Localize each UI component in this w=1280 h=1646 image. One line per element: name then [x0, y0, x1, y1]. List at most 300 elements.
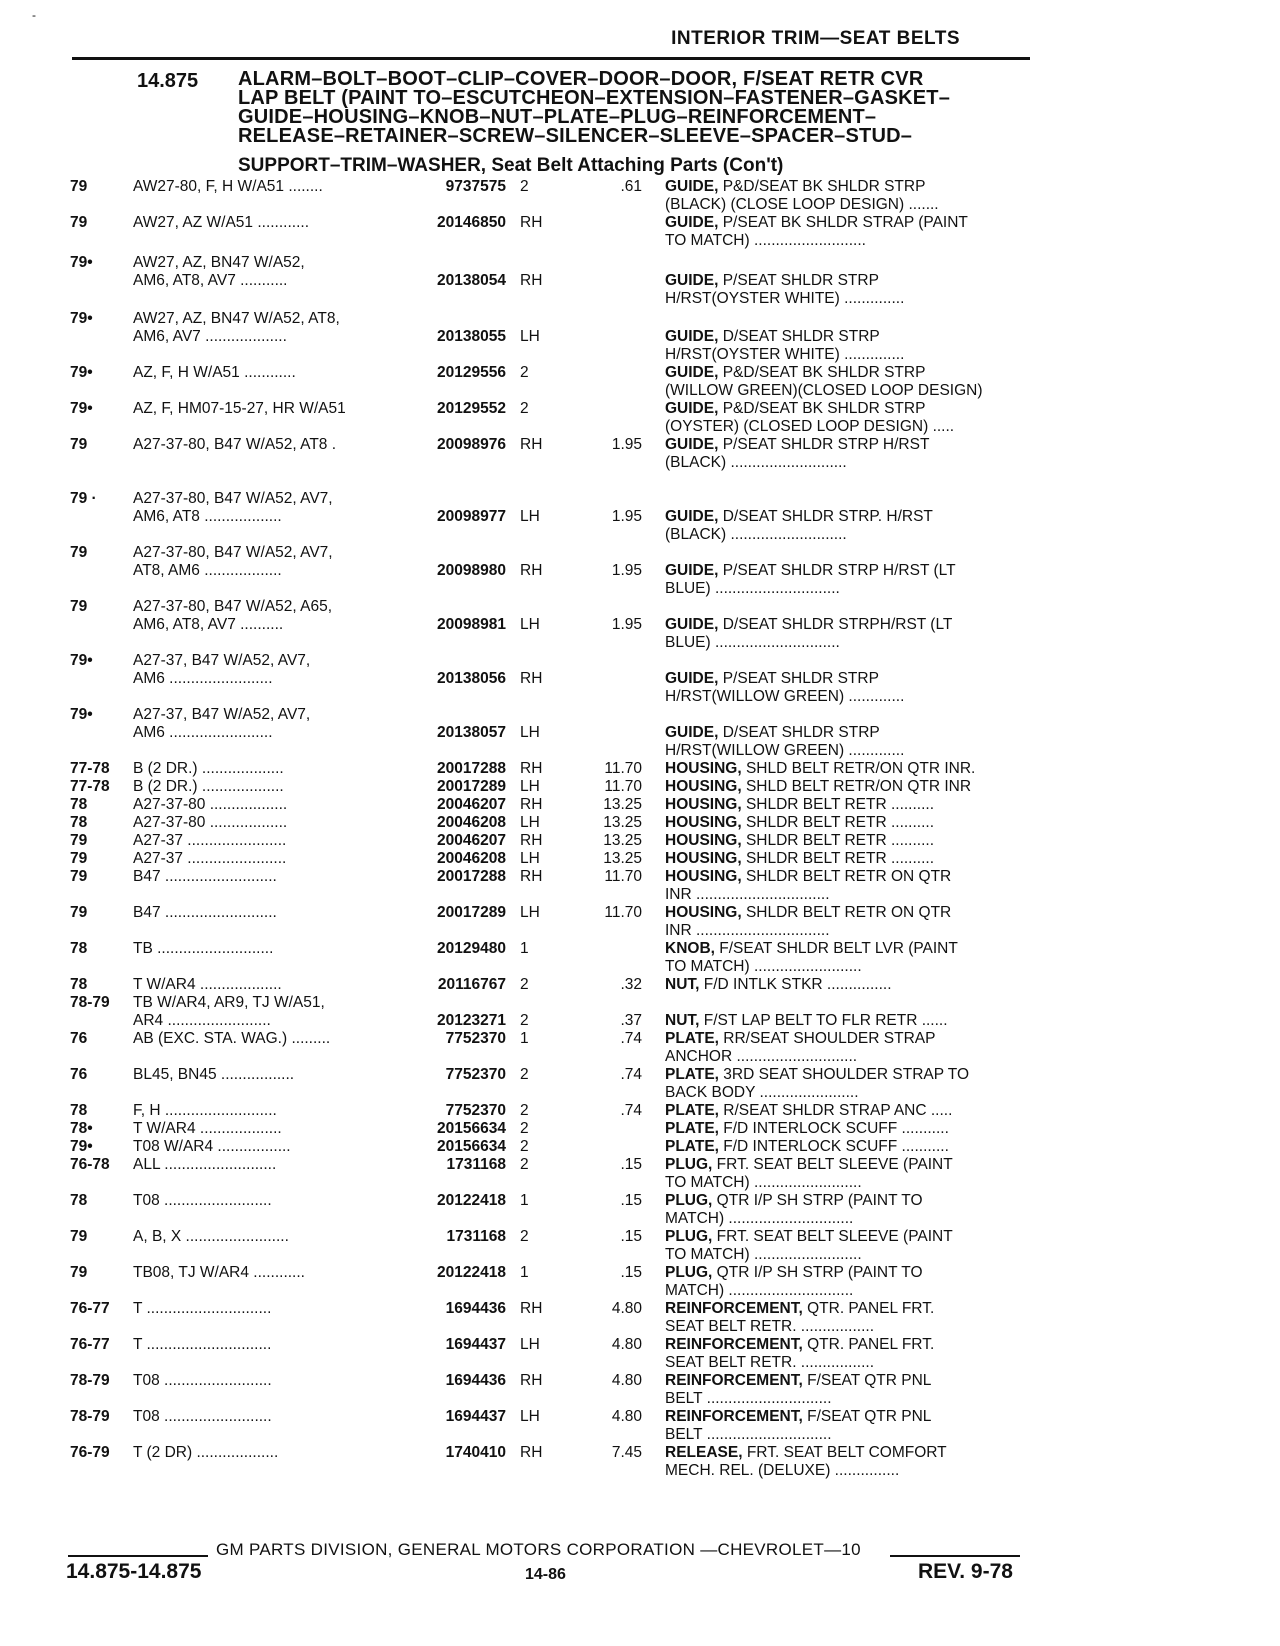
row-model: B47 ..........................	[133, 868, 277, 885]
section-description-line: RELEASE–RETAINER–SCREW–SILENCER–SLEEVE–SPACER–STUD–	[238, 125, 913, 147]
table-row	[0, 436, 1280, 490]
row-part-number: 20017289	[437, 904, 506, 921]
row-description-text: D/SEAT SHLDR STRPH/RST (LT BLUE) .............................	[665, 616, 953, 651]
row-description-keyword: NUT,	[665, 976, 700, 993]
row-model: AB (EXC. STA. WAG.) .........	[133, 1030, 331, 1047]
row-part-number: 20046207	[437, 832, 506, 849]
row-description-text: F/SEAT SHLDR BELT LVR (PAINT TO MATCH) .........................	[665, 940, 958, 975]
row-description-text: R/SEAT SHLDR STRAP ANC .....	[718, 1102, 953, 1119]
row-description-text: F/ST LAP BELT TO FLR RETR ......	[699, 1012, 948, 1029]
row-description-keyword: GUIDE,	[665, 724, 719, 741]
row-description-text: F/D INTERLOCK SCUFF ...........	[718, 1138, 949, 1155]
row-part-number: 20138055	[437, 328, 506, 345]
row-description-text: QTR. PANEL FRT. SEAT BELT RETR. .................	[665, 1336, 935, 1371]
row-description-text: SHLD BELT RETR/ON QTR INR.	[741, 760, 976, 777]
row-description	[665, 1300, 1037, 1336]
row-quantity: 2	[520, 364, 529, 381]
row-description	[665, 214, 1037, 250]
row-quantity: 2	[520, 1228, 529, 1245]
row-description	[665, 508, 1037, 544]
row-description-text: SHLDR BELT RETR ..........	[741, 814, 935, 831]
table-row	[0, 904, 1280, 940]
row-description-keyword: PLATE,	[665, 1138, 719, 1155]
row-description-text: F/SEAT QTR PNL BELT .............................	[665, 1372, 932, 1407]
footer-revision: REV. 9-78	[918, 1560, 1013, 1583]
table-row	[0, 1102, 1280, 1120]
row-model: AW27-80, F, H W/A51 ........	[133, 178, 323, 195]
row-description-keyword: REINFORCEMENT,	[665, 1372, 803, 1389]
table-row	[0, 598, 1280, 652]
row-price: 1.95	[611, 508, 642, 525]
table-row	[0, 760, 1280, 778]
row-description	[665, 1372, 1037, 1408]
row-model: TB ...........................	[133, 940, 274, 957]
row-part-number: 20116767	[437, 976, 506, 993]
row-quantity: 2	[520, 1120, 529, 1137]
row-description-text: SHLDR BELT RETR ON QTR INR ...............................	[665, 868, 952, 903]
row-model: A27-37-80 ..................	[133, 814, 288, 831]
row-quantity: 1	[520, 1030, 529, 1047]
row-description	[665, 724, 1037, 760]
row-quantity: 2	[520, 178, 529, 195]
footer-rule-right	[890, 1555, 1020, 1557]
row-price: 4.80	[611, 1372, 642, 1389]
row-description-keyword: HOUSING,	[665, 778, 742, 795]
row-part-number: 20017288	[437, 868, 506, 885]
row-description	[665, 616, 1037, 652]
row-quantity: RH	[520, 670, 543, 687]
row-year: 78	[70, 814, 88, 831]
row-quantity: RH	[520, 1300, 543, 1317]
row-quantity: LH	[520, 1336, 540, 1353]
row-price: .74	[620, 1102, 642, 1119]
section-continued-line: SUPPORT–TRIM–WASHER, Seat Belt Attaching Parts (Con't)	[238, 155, 784, 176]
row-model: A27-37, B47 W/A52, AV7, AM6 ........................	[133, 652, 311, 687]
parts-table	[0, 178, 1280, 1480]
row-quantity: 2	[520, 1012, 529, 1029]
row-description	[665, 1192, 1037, 1228]
title-rule	[72, 57, 1030, 60]
row-description	[665, 1012, 1037, 1030]
row-model: A27-37 .......................	[133, 832, 287, 849]
row-description-text: SHLDR BELT RETR ON QTR INR ...............................	[665, 904, 952, 939]
row-quantity: 2	[520, 1066, 529, 1083]
table-row	[0, 976, 1280, 994]
row-description	[665, 1156, 1037, 1192]
table-row	[0, 1192, 1280, 1228]
scan-mark: -	[32, 8, 36, 22]
row-quantity: RH	[520, 832, 543, 849]
row-year: 79•	[70, 706, 93, 723]
row-year: 79	[70, 436, 88, 453]
row-description-keyword: GUIDE,	[665, 436, 719, 453]
row-part-number: 20156634	[437, 1138, 506, 1155]
row-part-number: 20122418	[437, 1192, 506, 1209]
row-description	[665, 976, 1037, 994]
table-row	[0, 940, 1280, 976]
row-description-keyword: PLATE,	[665, 1120, 719, 1137]
row-year: 79	[70, 214, 88, 231]
row-description-keyword: PLUG,	[665, 1228, 713, 1245]
row-price: .74	[620, 1030, 642, 1047]
row-model: T .............................	[133, 1336, 272, 1353]
row-year: 76-77	[70, 1300, 110, 1317]
row-quantity: 2	[520, 1138, 529, 1155]
row-model: A27-37-80, B47 W/A52, AT8 .	[133, 436, 337, 453]
row-part-number: 20098977	[437, 508, 506, 525]
row-part-number: 20138054	[437, 272, 506, 289]
row-model: TB W/AR4, AR9, TJ W/A51, AR4 ........................	[133, 994, 325, 1029]
row-part-number: 20046208	[437, 850, 506, 867]
row-price: 13.25	[603, 796, 642, 813]
row-quantity: 2	[520, 1156, 529, 1173]
row-year: 79	[70, 850, 88, 867]
row-description-keyword: PLATE,	[665, 1066, 719, 1083]
row-description-keyword: GUIDE,	[665, 328, 719, 345]
row-description-text: SHLD BELT RETR/ON QTR INR	[741, 778, 972, 795]
row-model: T08 .........................	[133, 1192, 272, 1209]
row-quantity: LH	[520, 508, 540, 525]
row-model: A27-37-80, B47 W/A52, A65, AM6, AT8, AV7 ..........	[133, 598, 333, 633]
row-description	[665, 178, 1037, 214]
row-part-number: 20046207	[437, 796, 506, 813]
row-description-text: 3RD SEAT SHOULDER STRAP TO BACK BODY .......................	[665, 1066, 970, 1101]
row-year: 78	[70, 1102, 88, 1119]
row-description-keyword: KNOB,	[665, 940, 715, 957]
row-part-number: 1694437	[445, 1408, 506, 1425]
row-part-number: 1694436	[445, 1372, 506, 1389]
row-quantity: LH	[520, 814, 540, 831]
section-description-line: ALARM–BOLT–BOOT–CLIP–COVER–DOOR–DOOR, F/SEAT RETR CVR	[238, 68, 924, 90]
row-part-number: 20046208	[437, 814, 506, 831]
row-description-text: SHLDR BELT RETR ..........	[741, 850, 935, 867]
row-price: 4.80	[611, 1408, 642, 1425]
row-year: 79•	[70, 652, 93, 669]
row-price: .15	[620, 1228, 642, 1245]
row-description	[665, 328, 1037, 364]
footer-rule-left	[68, 1555, 208, 1557]
row-year: 78•	[70, 1120, 93, 1137]
row-quantity: 2	[520, 1102, 529, 1119]
row-quantity: 2	[520, 976, 529, 993]
row-quantity: 2	[520, 400, 529, 417]
row-price: 11.70	[604, 868, 642, 885]
row-part-number: 1694436	[445, 1300, 506, 1317]
row-year: 78-79	[70, 1408, 110, 1425]
table-row	[0, 1444, 1280, 1480]
row-part-number: 1740410	[445, 1444, 506, 1461]
row-model: AW27, AZ, BN47 W/A52, AT8, AM6, AV7 ...................	[133, 310, 340, 345]
row-part-number: 20017288	[437, 760, 506, 777]
section-description	[238, 70, 1038, 146]
section-description-line: GUIDE–HOUSING–KNOB–NUT–PLATE–PLUG–REINFORCEMENT–	[238, 106, 877, 128]
row-description-text: P&D/SEAT BK SHLDR STRP (WILLOW GREEN)(CLOSED LOOP DESIGN)	[665, 364, 983, 399]
row-description-keyword: NUT,	[665, 1012, 700, 1029]
row-year: 78-79	[70, 994, 110, 1011]
row-price: 1.95	[611, 616, 642, 633]
row-description	[665, 1066, 1037, 1102]
row-description	[665, 1120, 1037, 1138]
row-description	[665, 814, 1037, 832]
row-description	[665, 1030, 1037, 1066]
row-quantity: LH	[520, 904, 540, 921]
row-description-keyword: GUIDE,	[665, 670, 719, 687]
row-year: 78	[70, 940, 88, 957]
table-row	[0, 544, 1280, 598]
row-price: 1.95	[611, 436, 642, 453]
row-description-text: P/SEAT BK SHLDR STRAP (PAINT TO MATCH) ..........................	[665, 214, 968, 249]
row-part-number: 7752370	[445, 1066, 506, 1083]
row-model: AZ, F, HM07-15-27, HR W/A51	[133, 400, 346, 417]
row-model: A27-37-80 ..................	[133, 796, 288, 813]
row-description-keyword: GUIDE,	[665, 178, 719, 195]
table-row	[0, 1372, 1280, 1408]
row-price: 11.70	[604, 778, 642, 795]
row-description-keyword: PLUG,	[665, 1192, 713, 1209]
row-year: 79	[70, 904, 88, 921]
row-description-keyword: HOUSING,	[665, 796, 742, 813]
row-price: .74	[620, 1066, 642, 1083]
row-description-keyword: GUIDE,	[665, 616, 719, 633]
row-quantity: RH	[520, 214, 543, 231]
row-year: 77-78	[70, 760, 110, 777]
row-description-keyword: GUIDE,	[665, 214, 719, 231]
row-description-text: QTR I/P SH STRP (PAINT TO MATCH) .............................	[665, 1264, 923, 1299]
row-model: A, B, X ........................	[133, 1228, 289, 1245]
row-part-number: 20098976	[437, 436, 506, 453]
row-part-number: 20098981	[437, 616, 506, 633]
row-part-number: 20156634	[437, 1120, 506, 1137]
row-part-number: 20098980	[437, 562, 506, 579]
row-year: 79•	[70, 400, 93, 417]
row-description-text: D/SEAT SHLDR STRP. H/RST (BLACK) ...........................	[665, 508, 933, 543]
row-description-text: FRT. SEAT BELT SLEEVE (PAINT TO MATCH) .........................	[665, 1228, 953, 1263]
row-price: 13.25	[603, 832, 642, 849]
row-model: AZ, F, H W/A51 ............	[133, 364, 296, 381]
row-part-number: 7752370	[445, 1030, 506, 1047]
row-quantity: RH	[520, 436, 543, 453]
table-row	[0, 1066, 1280, 1102]
row-year: 76-78	[70, 1156, 110, 1173]
row-quantity: LH	[520, 616, 540, 633]
row-year: 79	[70, 1264, 88, 1281]
row-quantity: 1	[520, 1192, 529, 1209]
row-description-keyword: HOUSING,	[665, 904, 742, 921]
table-row	[0, 1228, 1280, 1264]
row-description	[665, 850, 1037, 868]
row-description-keyword: GUIDE,	[665, 508, 719, 525]
table-row	[0, 1120, 1280, 1138]
row-year: 79	[70, 598, 88, 615]
row-description-text: SHLDR BELT RETR ..........	[741, 832, 935, 849]
row-description-keyword: HOUSING,	[665, 868, 742, 885]
table-row	[0, 1300, 1280, 1336]
table-row	[0, 1156, 1280, 1192]
row-model: T .............................	[133, 1300, 272, 1317]
row-model: T (2 DR) ...................	[133, 1444, 279, 1461]
table-row	[0, 796, 1280, 814]
row-description	[665, 562, 1037, 598]
table-row	[0, 400, 1280, 436]
row-description-keyword: HOUSING,	[665, 814, 742, 831]
row-quantity: LH	[520, 328, 540, 345]
row-price: 7.45	[611, 1444, 642, 1461]
row-price: .61	[620, 178, 642, 195]
table-row	[0, 994, 1280, 1030]
row-quantity: LH	[520, 1408, 540, 1425]
row-quantity: RH	[520, 1444, 543, 1461]
row-description	[665, 1444, 1037, 1480]
row-price: .15	[620, 1156, 642, 1173]
row-description-keyword: RELEASE,	[665, 1444, 743, 1461]
row-quantity: RH	[520, 562, 543, 579]
table-row	[0, 706, 1280, 760]
table-row	[0, 490, 1280, 544]
row-model: B47 ..........................	[133, 904, 277, 921]
table-row	[0, 868, 1280, 904]
row-model: A27-37-80, B47 W/A52, AV7, AT8, AM6 ..................	[133, 544, 333, 579]
row-description-keyword: HOUSING,	[665, 760, 742, 777]
row-description-text: QTR. PANEL FRT. SEAT BELT RETR. .................	[665, 1300, 935, 1335]
row-part-number: 1731168	[446, 1156, 506, 1173]
row-description-keyword: GUIDE,	[665, 400, 719, 417]
row-price: 4.80	[611, 1300, 642, 1317]
row-price: 13.25	[603, 850, 642, 867]
row-year: 76	[70, 1066, 88, 1083]
row-model: BL45, BN45 .................	[133, 1066, 295, 1083]
row-description-text: SHLDR BELT RETR ..........	[741, 796, 935, 813]
row-description	[665, 670, 1037, 706]
row-description-text: P/SEAT SHLDR STRP H/RST(OYSTER WHITE) ..............	[665, 272, 905, 307]
row-description-text: P/SEAT SHLDR STRP H/RST (LT BLUE) .............................	[665, 562, 956, 597]
section-number: 14.875	[137, 70, 199, 92]
row-quantity: RH	[520, 868, 543, 885]
row-description	[665, 1408, 1037, 1444]
row-description-text: QTR I/P SH STRP (PAINT TO MATCH) .............................	[665, 1192, 923, 1227]
row-model: B (2 DR.) ...................	[133, 778, 284, 795]
row-part-number: 20122418	[437, 1264, 506, 1281]
row-description	[665, 868, 1037, 904]
row-description-keyword: REINFORCEMENT,	[665, 1300, 803, 1317]
row-year: 79	[70, 178, 88, 195]
table-row	[0, 1138, 1280, 1156]
row-year: 79 ·	[70, 490, 97, 507]
row-model: F, H ..........................	[133, 1102, 277, 1119]
row-description-text: F/SEAT QTR PNL BELT .............................	[665, 1408, 932, 1443]
table-row	[0, 1264, 1280, 1300]
row-model: T W/AR4 ...................	[133, 1120, 282, 1137]
row-description	[665, 832, 1037, 850]
row-price: .15	[620, 1264, 642, 1281]
row-year: 78	[70, 976, 88, 993]
row-description	[665, 760, 1037, 778]
row-quantity: LH	[520, 850, 540, 867]
row-description	[665, 1336, 1037, 1372]
row-price: .32	[620, 976, 642, 993]
row-part-number: 20123271	[437, 1012, 506, 1029]
row-description-keyword: GUIDE,	[665, 272, 719, 289]
row-description-keyword: PLUG,	[665, 1156, 713, 1173]
row-description	[665, 940, 1037, 976]
row-part-number: 20129556	[437, 364, 506, 381]
table-row	[0, 1336, 1280, 1372]
row-model: A27-37 .......................	[133, 850, 287, 867]
row-year: 79•	[70, 364, 93, 381]
row-year: 78-79	[70, 1372, 110, 1389]
row-description	[665, 1264, 1037, 1300]
row-description-text: P/SEAT SHLDR STRP H/RST(WILLOW GREEN) .............	[665, 670, 905, 705]
table-row	[0, 364, 1280, 400]
row-part-number: 20129480	[437, 940, 506, 957]
footer-section-range: 14.875-14.875	[66, 1560, 202, 1583]
row-description	[665, 400, 1037, 436]
row-year: 79	[70, 868, 88, 885]
row-description-keyword: GUIDE,	[665, 364, 719, 381]
row-price: .15	[620, 1192, 642, 1209]
row-description-keyword: GUIDE,	[665, 562, 719, 579]
row-model: T08 W/AR4 .................	[133, 1138, 291, 1155]
row-description-text: P&D/SEAT BK SHLDR STRP (BLACK) (CLOSE LOOP DESIGN) .......	[665, 178, 939, 213]
row-model: ALL ..........................	[133, 1156, 277, 1173]
row-quantity: LH	[520, 778, 540, 795]
row-part-number: 9737575	[445, 178, 506, 195]
table-row	[0, 778, 1280, 796]
row-part-number: 20138056	[437, 670, 506, 687]
row-year: 76-79	[70, 1444, 110, 1461]
row-year: 76	[70, 1030, 88, 1047]
row-year: 79	[70, 544, 88, 561]
row-part-number: 20138057	[437, 724, 506, 741]
table-row	[0, 178, 1280, 214]
table-row	[0, 254, 1280, 310]
table-row	[0, 1030, 1280, 1066]
footer-publisher: GM PARTS DIVISION, GENERAL MOTORS CORPORATION —CHEVROLET—10	[216, 1540, 861, 1559]
row-description	[665, 778, 1037, 796]
row-model: T08 .........................	[133, 1372, 272, 1389]
row-price: 1.95	[611, 562, 642, 579]
row-year: 79•	[70, 1138, 93, 1155]
row-year: 78	[70, 796, 88, 813]
row-year: 76-77	[70, 1336, 110, 1353]
row-part-number: 20146850	[437, 214, 506, 231]
row-price: 13.25	[603, 814, 642, 831]
table-row	[0, 214, 1280, 254]
table-row	[0, 652, 1280, 706]
row-description	[665, 272, 1037, 308]
row-year: 79	[70, 1228, 88, 1245]
row-description-keyword: PLUG,	[665, 1264, 713, 1281]
row-year: 79•	[70, 254, 93, 271]
row-quantity: 1	[520, 1264, 529, 1281]
table-row	[0, 310, 1280, 364]
row-description-keyword: HOUSING,	[665, 832, 742, 849]
row-description	[665, 904, 1037, 940]
row-quantity: RH	[520, 796, 543, 813]
row-quantity: RH	[520, 1372, 543, 1389]
row-year: 79	[70, 832, 88, 849]
row-model: TB08, TJ W/AR4 ............	[133, 1264, 305, 1281]
row-description	[665, 364, 1037, 400]
row-description-keyword: HOUSING,	[665, 850, 742, 867]
row-model: T W/AR4 ...................	[133, 976, 282, 993]
table-row	[0, 1408, 1280, 1444]
row-model: A27-37, B47 W/A52, AV7, AM6 ........................	[133, 706, 311, 741]
row-quantity: 1	[520, 940, 529, 957]
row-description-keyword: PLATE,	[665, 1102, 719, 1119]
table-row	[0, 832, 1280, 850]
row-model: T08 .........................	[133, 1408, 272, 1425]
row-description-text: F/D INTERLOCK SCUFF ...........	[718, 1120, 949, 1137]
